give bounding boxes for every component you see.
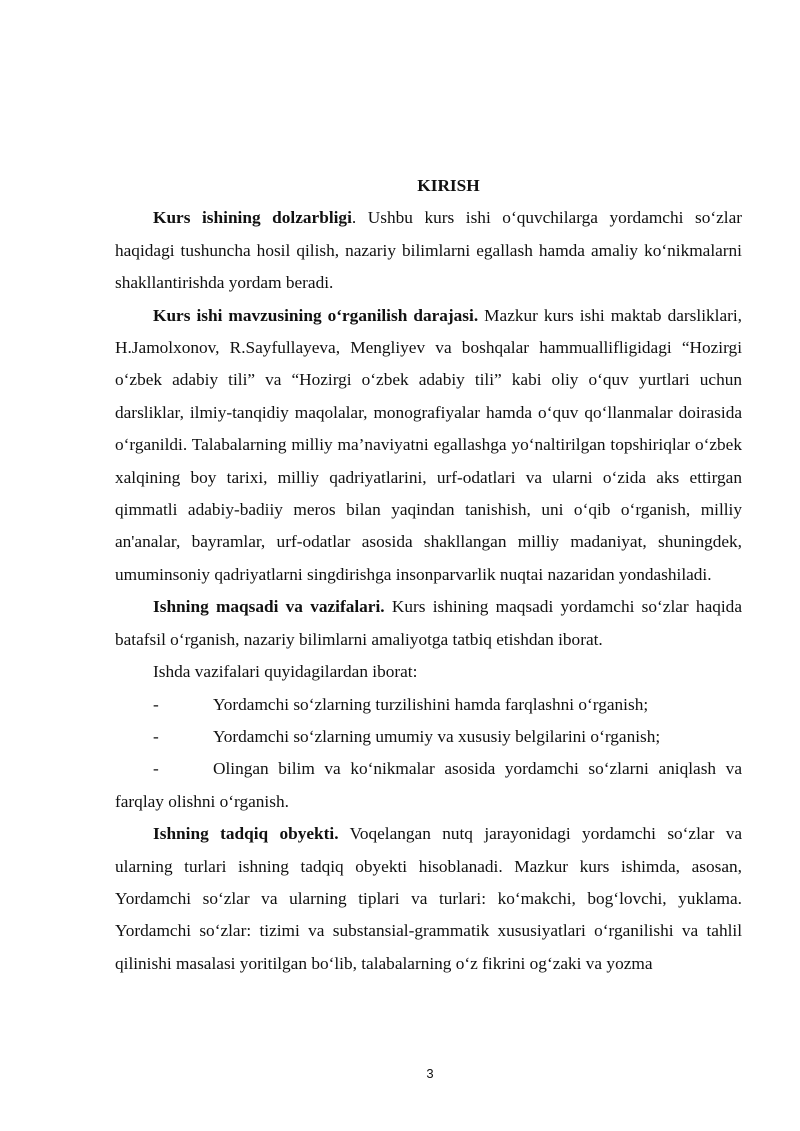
list-item-text: Olingan bilim va ko‘nikmalar asosida yordamchi so‘zlarni aniqlash va farqlay olishni o‘rganish. bbox=[115, 759, 742, 811]
document-title: KIRISH bbox=[417, 176, 480, 195]
paragraph-text: Voqelangan nutq jarayonidagi yordamchi so‘zlar va ularning turlari ishning tadqiq obyekti hisoblanadi. Mazkur kurs ishimda, asosan, Yordamchi so‘zlar va ularning tiplari va turlari: ko‘makchi, bog‘lovchi, yuklama. Yordamchi so‘zlar: tizimi va substansial-grammatik xususiyatlari o‘rganilishi va tahlil qilinishi masalasi yoritilgan bo‘lib, talabalarning o‘z fikrini og‘zaki va yozma bbox=[115, 824, 743, 973]
list-dash: - bbox=[153, 694, 159, 714]
paragraph-text: . Ushbu kurs ishi o‘quvchilarga yordamchi so‘zlar haqidagi tushuncha hosil qilish, nazariy bilimlarni egallash hamda amaliy ko‘nikmalarni shakllantirishda yordam beradi. bbox=[115, 208, 742, 293]
task-list-item bbox=[115, 753, 742, 818]
list-dash: - bbox=[153, 759, 159, 779]
paragraph-heading: Ishning maqsadi va vazifalari. bbox=[153, 597, 385, 617]
paragraph-relevance bbox=[115, 202, 742, 299]
tasks-intro: Ishda vazifalari quyidagilardan iborat: bbox=[153, 662, 418, 682]
paragraph-text: Mazkur kurs ishi maktab darsliklari, H.Jamolxonov, R.Sayfullayeva, Mengliyev va boshqalar hammuallifligidagi “Hozirgi o‘zbek adabiy tili” va “Hozirgi o‘zbek adabiy tili” kabi oliy o‘quv yurtlari uchun darsliklar, ilmiy-tanqidiy maqolalar, monografiyalar hamda o‘quv qo‘llanmalar doirasida o‘rganildi. Talabalarning milliy ma’naviyatni egallashga yo‘naltirilgan topshiriqlar o‘zbek xalqining boy tarixi, milliy qadriyatlarini, urf-odatlari va ularni o‘zida aks ettirgan qimmatli adabiy-badiiy meros bilan yaqindan tanishish, uni o‘qib o‘rganish, milliy an'analar, bayramlar, urf-odatlar asosida shakllangan milliy madaniyat, shuningdek, umuminsoniy qadriyatlarni singdirishga insonparvarlik nuqtai nazaridan yondashiladi. bbox=[115, 305, 742, 584]
list-item-text: Yordamchi so‘zlarning turzilishini hamda farqlashni o‘rganish; bbox=[213, 694, 649, 714]
task-list-item bbox=[115, 689, 742, 721]
paragraph-research-object bbox=[115, 818, 742, 980]
paragraph-heading: Kurs ishining dolzarbligi bbox=[153, 208, 352, 228]
paragraph-heading: Kurs ishi mavzusining o‘rganilish darajasi. bbox=[153, 305, 479, 325]
paragraph-study-degree bbox=[115, 300, 742, 592]
paragraph-goals bbox=[115, 591, 742, 656]
page-number: 3 bbox=[426, 1066, 434, 1081]
list-item-text: Yordamchi so‘zlarning umumiy va xususiy belgilarini o‘rganish; bbox=[213, 726, 661, 746]
task-list-item bbox=[115, 721, 742, 753]
paragraph-text: Kurs ishining maqsadi yordamchi so‘zlar haqida batafsil o‘rganish, nazariy bilimlarni amaliyotga tatbiq etishdan iborat. bbox=[115, 597, 742, 649]
document-body bbox=[115, 170, 742, 980]
paragraph-heading: Ishning tadqiq obyekti. bbox=[153, 824, 339, 844]
list-dash: - bbox=[153, 726, 159, 746]
